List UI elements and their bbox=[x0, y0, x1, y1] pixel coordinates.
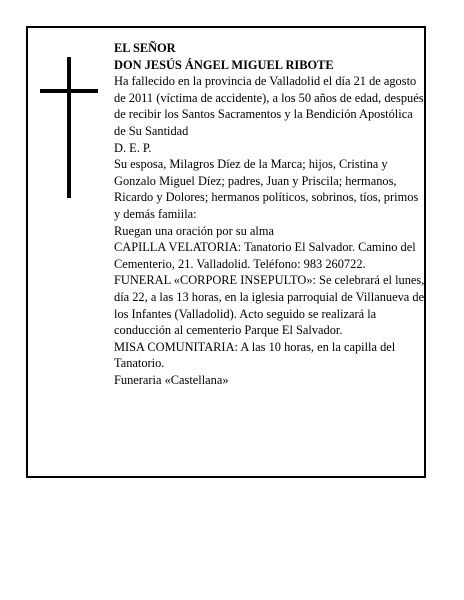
obituary-notice bbox=[26, 26, 426, 478]
cross-icon bbox=[67, 57, 71, 198]
deceased-name: DON JESÚS ÁNGEL MIGUEL RIBOTE bbox=[114, 57, 334, 72]
mass-info: MISA COMUNITARIA: A las 10 horas, en la capilla del Tanatorio. bbox=[114, 339, 396, 371]
prayer-request: Ruegan una oración por su alma bbox=[114, 223, 274, 238]
funeral-home: Funeraria «Castellana» bbox=[114, 372, 229, 387]
family-list: Su esposa, Milagros Díez de la Marca; hijos, Cristina y Gonzalo Miguel Díez; padres, Juan y Priscila; hermanos, Ricardo y Dolores; hermanos políticos, sobrinos, tíos, primos y demás famiila: bbox=[114, 157, 419, 221]
dep-abbreviation: D. E. P. bbox=[114, 140, 152, 155]
funeral-info: FUNERAL «CORPORE INSEPULTO»: Se celebrará el lunes, día 22, a las 13 horas, en la iglesia parroquial de Villanueva de los Infantes (Valladolid). Acto seguido se realizará la conducción al cementerio Parque El Salvador. bbox=[114, 273, 425, 338]
notice-heading: EL SEÑOR bbox=[114, 41, 176, 55]
cross-icon-bar bbox=[40, 89, 98, 93]
notice-text bbox=[114, 40, 426, 388]
death-announcement: Ha fallecido en la provincia de Valladolid el día 21 de agosto de 2011 (víctima de accidente), a los 50 años de edad, después de recibir los Santos Sacramentos y la Bendición Apostólica de Su Santidad bbox=[114, 74, 424, 138]
chapel-info: CAPILLA VELATORIA: Tanatorio El Salvador. Camino del Cementerio, 21. Valladolid. Teléfono: 983 260722. bbox=[114, 240, 416, 271]
